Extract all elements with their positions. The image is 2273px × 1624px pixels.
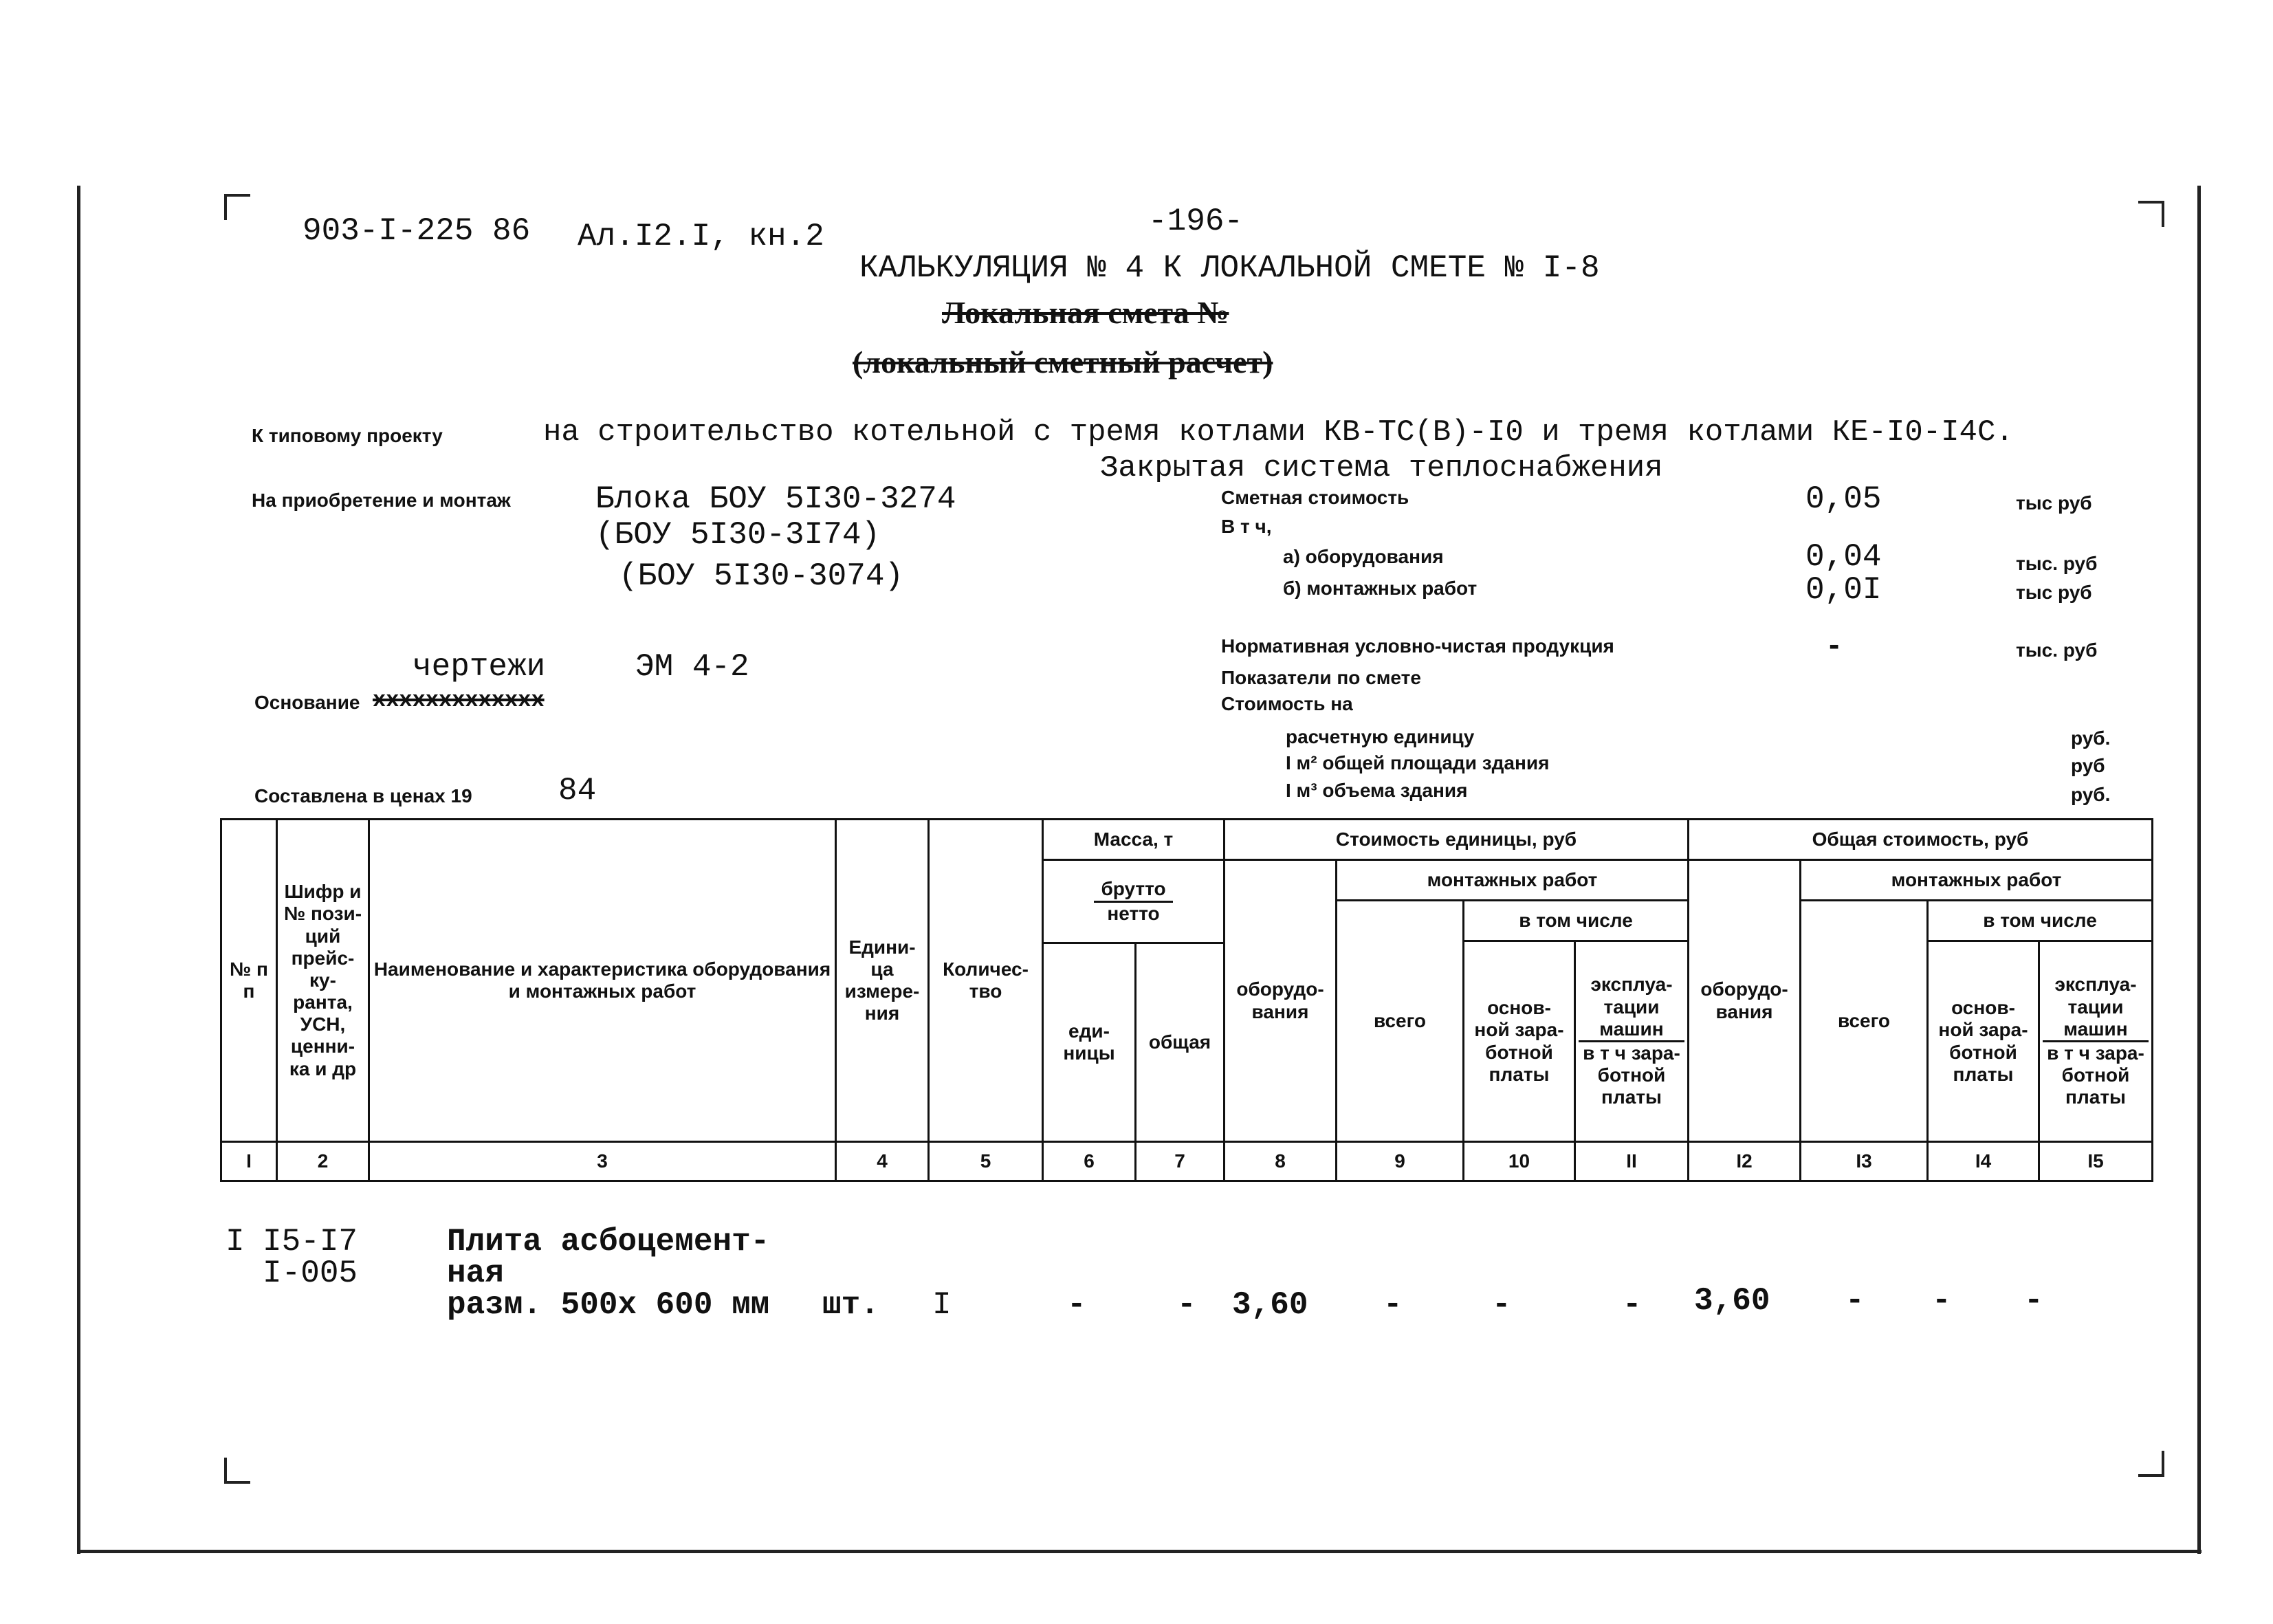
colnum-11: II: [1574, 1141, 1689, 1182]
row-name-2: ная: [447, 1255, 504, 1291]
estimated-value: 0,05: [1805, 481, 1882, 517]
row-col7: -: [1177, 1287, 1196, 1323]
row-code-2: I-005: [263, 1255, 358, 1291]
incl-label: В т ч,: [1221, 516, 1272, 537]
row-col13: -: [1845, 1283, 1865, 1319]
row-no: I: [226, 1224, 245, 1260]
header-unit: Едини- ца измере- ния: [835, 818, 930, 1143]
struck-title-1: Локальная смета №: [942, 295, 1229, 330]
row-col11: -: [1623, 1287, 1642, 1323]
header-unit-all: всего: [1335, 899, 1464, 1143]
header-brutto-netto: [1042, 859, 1225, 944]
frame-bottom: [77, 1550, 2201, 1553]
equipment-unit: тыс. руб: [2016, 553, 2098, 574]
purchase-line2: (БОУ 5I30-3I74): [595, 517, 881, 553]
normative-unit: тыс. руб: [2016, 639, 2098, 661]
row-col8: 3,60: [1232, 1287, 1308, 1323]
header-no: № п п: [220, 818, 278, 1143]
header-total-equipment: оборудо- вания: [1687, 859, 1801, 1143]
frame-left: [77, 186, 80, 1554]
project-subtitle: Закрытая система теплоснабжения: [1100, 451, 1663, 485]
row-unit: шт.: [822, 1287, 879, 1323]
per-m3-label: I м³ объема здания: [1286, 780, 1468, 801]
header-unit-machines-label: эксплуа- тации машин: [1579, 974, 1684, 1042]
purchase-line3: (БОУ 5I30-3074): [619, 558, 904, 594]
header-total-incl: в том числе: [1926, 899, 2153, 942]
header-netto: нетто: [1107, 902, 1160, 924]
row-col15: -: [2024, 1283, 2043, 1319]
row-col10: -: [1492, 1287, 1511, 1323]
normative-value: -: [1829, 626, 1840, 662]
install-unit: тыс руб: [2016, 582, 2092, 603]
header-unit-machines: [1574, 940, 1689, 1143]
header-total-all: всего: [1799, 899, 1929, 1143]
frame-right: [2197, 186, 2201, 1554]
colnum-9: 9: [1335, 1141, 1464, 1182]
calc-title: КАЛЬКУЛЯЦИЯ № 4 К ЛОКАЛЬНОЙ СМЕТЕ № I-8: [859, 250, 1600, 286]
struck-title-2: (локальный сметный расчет): [853, 344, 1273, 380]
doc-code: 903-I-225 86: [303, 213, 531, 249]
header-unit-cost: Стоимость единицы, руб: [1223, 818, 1689, 861]
colnum-6: 6: [1042, 1141, 1136, 1182]
purchase-label: На приобретение и монтаж: [252, 490, 511, 511]
prices-label: Составлена в ценах 19: [254, 785, 472, 806]
colnum-7: 7: [1134, 1141, 1225, 1182]
equipment-label: а) оборудования: [1283, 546, 1444, 567]
colnum-2: 2: [276, 1141, 370, 1182]
corner-tr: [2138, 201, 2164, 227]
colnum-1: I: [220, 1141, 278, 1182]
colnum-5: 5: [927, 1141, 1044, 1182]
header-total-cost: Общая стоимость, руб: [1687, 818, 2153, 861]
basis-struck: xxxxxxxxxxxxx: [373, 688, 545, 713]
row-col14: -: [1932, 1283, 1951, 1319]
estimated-label: Сметная стоимость: [1221, 487, 1409, 508]
per-m3-unit: руб.: [2071, 784, 2111, 805]
project-label: К типовому проекту: [252, 425, 443, 446]
drawings-code: ЭМ 4-2: [635, 649, 749, 685]
header-total-wages: основ- ной зара- ботной платы: [1926, 940, 2040, 1143]
header-unit-machines-wages: в т ч зара- ботной платы: [1583, 1042, 1680, 1108]
header-mass: Масса, т: [1042, 818, 1225, 861]
row-name-1: Плита асбоцемент-: [447, 1224, 770, 1260]
per-m2-unit: руб: [2071, 755, 2105, 776]
header-brutto: брутто: [1094, 878, 1172, 902]
header-unit-install: монтажных работ: [1335, 859, 1689, 901]
header-total-install: монтажных работ: [1799, 859, 2153, 901]
header-mass-total: общая: [1134, 942, 1225, 1143]
colnum-3: 3: [368, 1141, 837, 1182]
header-total-machines-wages: в т ч зара- ботной платы: [2047, 1042, 2144, 1108]
page-number: -196-: [1148, 204, 1244, 239]
purchase-line1: Блока БОУ 5I30-3274: [595, 481, 956, 517]
cost-per-label: Стоимость на: [1221, 693, 1353, 714]
header-qty: Количес- тво: [927, 818, 1044, 1143]
indicators-label: Показатели по смете: [1221, 667, 1421, 688]
per-m2-label: I м² общей площади здания: [1286, 752, 1550, 773]
header-total-machines: [2038, 940, 2153, 1143]
header-code: Шифр и № пози- ций прейс- ку- ранта, УСН, ценни- ка и др: [276, 818, 370, 1143]
row-col9: -: [1383, 1287, 1403, 1323]
row-col6: -: [1067, 1287, 1086, 1323]
header-mass-unit: еди- ницы: [1042, 942, 1136, 1143]
prices-year: 84: [558, 773, 597, 809]
colnum-15: I5: [2038, 1141, 2153, 1182]
corner-br: [2138, 1451, 2164, 1477]
row-code-1: I5-I7: [263, 1224, 358, 1260]
install-label: б) монтажных работ: [1283, 578, 1478, 599]
per-unit-label: расчетную единицу: [1286, 726, 1475, 747]
corner-tl: [224, 194, 250, 220]
corner-bl: [224, 1458, 250, 1484]
colnum-4: 4: [835, 1141, 930, 1182]
colnum-13: I3: [1799, 1141, 1929, 1182]
drawings-label: чертежи: [413, 649, 546, 685]
install-value: 0,0I: [1805, 572, 1882, 608]
per-unit-unit: руб.: [2071, 727, 2111, 749]
row-col12: 3,60: [1694, 1283, 1770, 1319]
header-unit-equipment: оборудо- вания: [1223, 859, 1337, 1143]
colnum-8: 8: [1223, 1141, 1337, 1182]
header-unit-wages: основ- ной зара- ботной платы: [1462, 940, 1576, 1143]
row-name-3: разм. 500х 600 мм: [447, 1287, 770, 1323]
colnum-14: I4: [1926, 1141, 2040, 1182]
normative-label: Нормативная условно-чистая продукция: [1221, 635, 1614, 657]
header-total-machines-label: эксплуа- тации машин: [2043, 974, 2149, 1042]
colnum-10: 10: [1462, 1141, 1576, 1182]
header-unit-incl: в том числе: [1462, 899, 1689, 942]
basis-label: Основание: [254, 692, 360, 713]
colnum-12: I2: [1687, 1141, 1801, 1182]
equipment-value: 0,04: [1805, 539, 1882, 575]
album-ref: Ал.I2.I, кн.2: [578, 219, 824, 254]
row-qty: I: [932, 1287, 952, 1323]
project-text: на строительство котельной с тремя котлами КВ-ТС(В)-I0 и тремя котлами КЕ-I0-I4С.: [543, 415, 2014, 450]
header-name: Наименование и характеристика оборудования и монтажных работ: [368, 818, 837, 1143]
estimate-table-header: [220, 818, 2153, 1192]
estimated-unit: тыс руб: [2016, 492, 2092, 514]
